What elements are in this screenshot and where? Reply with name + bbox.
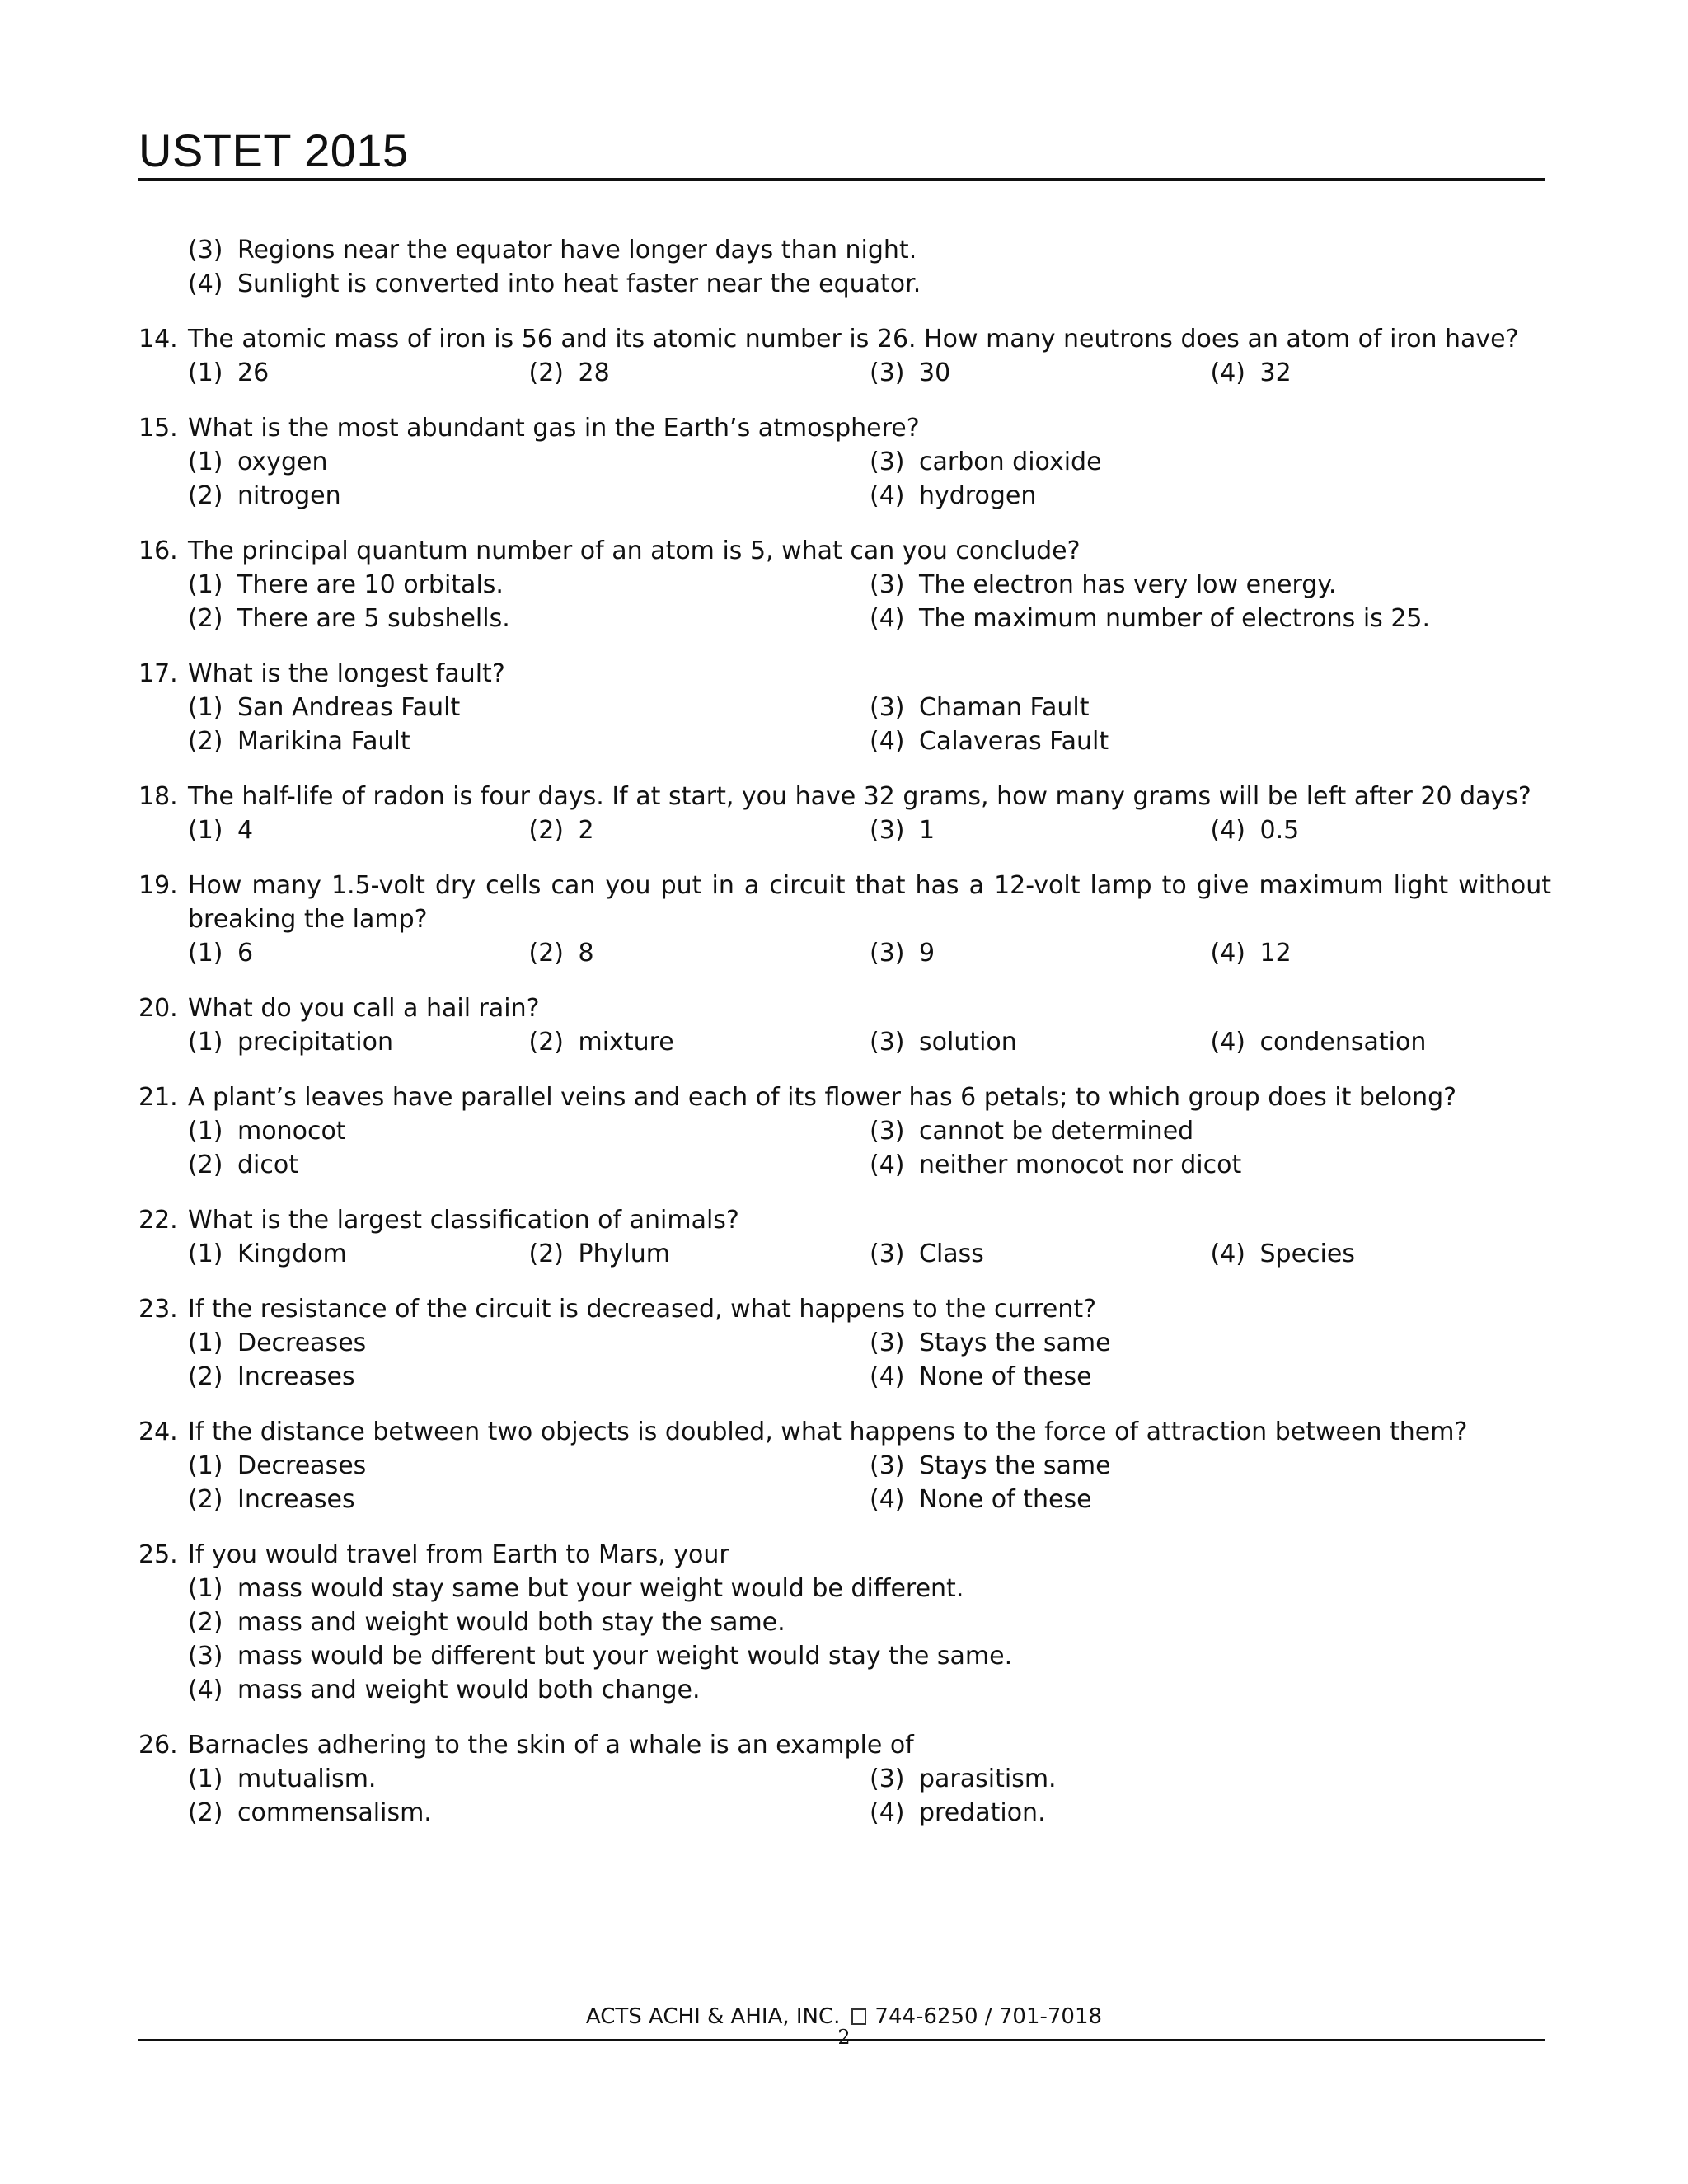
page-number: 2: [837, 2026, 851, 2049]
option-4: (4) None of these: [870, 1485, 1092, 1514]
header-rule: [138, 178, 1545, 181]
option-1: (1) 4: [188, 816, 254, 845]
question-23: [138, 1292, 1551, 1394]
question-text: How many 1.5-volt dry cells can you put in a circuit that has a 12-volt lamp to give maximum light without breaking the lamp?: [188, 871, 1551, 934]
option-4: (4) None of these: [870, 1362, 1092, 1391]
question-text: The atomic mass of iron is 56 and its atomic number is 26. How many neutrons does an atom of iron have?: [188, 325, 1519, 354]
option-3: (3) Stays the same: [870, 1329, 1111, 1357]
option-4: (4) 32: [1210, 359, 1292, 387]
question-text: If the resistance of the circuit is decreased, what happens to the current?: [188, 1295, 1097, 1324]
question-14: [138, 322, 1551, 390]
option-4: (4) The maximum number of electrons is 25.: [870, 604, 1431, 633]
option-list: [138, 233, 1551, 301]
question-number: 18.: [138, 782, 178, 811]
option-2: (2) There are 5 subshells.: [188, 604, 510, 633]
question-20: [138, 991, 1551, 1059]
question-18: [138, 780, 1551, 847]
question-19: [138, 869, 1551, 970]
question-number: 24.: [138, 1418, 178, 1446]
option-2: (2) commensalism.: [188, 1798, 432, 1827]
option-list: [138, 691, 1551, 758]
question-number: 20.: [138, 994, 178, 1023]
question-26: [138, 1728, 1551, 1830]
footer-company: ACTS ACHI & AHIA, INC.: [585, 2004, 841, 2029]
option-2: (2) Increases: [188, 1362, 355, 1391]
question-text: The half-life of radon is four days. If at start, you have 32 grams, how many grams will be left after 20 days?: [188, 782, 1531, 811]
option-2: (2) 28: [528, 359, 610, 387]
question-text: What is the largest classification of animals?: [188, 1206, 739, 1235]
option-4: (4) Species: [1210, 1240, 1355, 1268]
question-number: 19.: [138, 871, 178, 900]
option-3: (3) solution: [870, 1028, 1017, 1057]
question-text: What is the longest fault?: [188, 659, 505, 688]
option-3: (3) carbon dioxide: [870, 448, 1102, 476]
option-2: (2) Phylum: [528, 1240, 670, 1268]
option-4: (4) 0.5: [1210, 816, 1300, 845]
question-number: 26.: [138, 1731, 178, 1760]
option-3: (3) 1: [870, 816, 935, 845]
option-2: (2) Marikina Fault: [188, 727, 410, 756]
option-list: [138, 1114, 1551, 1182]
option-list: [138, 936, 1551, 970]
option-4: (4) Sunlight is converted into heat faster near the equator.: [188, 269, 921, 298]
option-4: (4) predation.: [870, 1798, 1046, 1827]
option-3: (3) Class: [870, 1240, 984, 1268]
question-number: 16.: [138, 537, 178, 565]
question-number: 22.: [138, 1206, 178, 1235]
question-15: [138, 411, 1551, 513]
option-3: (3) parasitism.: [870, 1765, 1057, 1793]
option-3: (3) cannot be determined: [870, 1117, 1194, 1146]
question-text: If the distance between two objects is doubled, what happens to the force of attraction between them?: [188, 1418, 1468, 1446]
question-text: A plant’s leaves have parallel veins and each of its flower has 6 petals; to which group does it belong?: [188, 1083, 1457, 1112]
question-22: [138, 1203, 1551, 1271]
question-24: [138, 1415, 1551, 1516]
option-list: [138, 356, 1551, 390]
option-list: [138, 1025, 1551, 1059]
option-3: (3) Chaman Fault: [870, 693, 1090, 722]
option-2: (2) nitrogen: [188, 481, 341, 510]
question-21: [138, 1080, 1551, 1182]
option-list: [138, 1326, 1551, 1394]
option-2: (2) dicot: [188, 1151, 298, 1179]
option-2: (2) mixture: [528, 1028, 674, 1057]
question-25: [138, 1538, 1551, 1707]
option-2: (2) Increases: [188, 1485, 355, 1514]
option-list: [138, 1449, 1551, 1516]
option-3: (3) 30: [870, 359, 951, 387]
phone-icon: [851, 2008, 866, 2025]
footer-phone: 744-6250 / 701-7018: [874, 2004, 1103, 2029]
option-3: (3) 9: [870, 939, 935, 968]
question-text: What is the most abundant gas in the Earth’s atmosphere?: [188, 414, 920, 443]
option-1: (1) There are 10 orbitals.: [188, 570, 504, 599]
question-17: [138, 657, 1551, 758]
questions-section: [138, 233, 1551, 1851]
option-list: [138, 1237, 1551, 1271]
question-number: 15.: [138, 414, 178, 443]
option-1: (1) mass would stay same but your weight would be different.: [188, 1574, 964, 1603]
option-1: (1) precipitation: [188, 1028, 393, 1057]
option-4: (4) condensation: [1210, 1028, 1427, 1057]
option-list: [138, 445, 1551, 513]
option-list: [138, 813, 1551, 847]
option-1: (1) Kingdom: [188, 1240, 347, 1268]
question-16: [138, 534, 1551, 635]
question-number: 21.: [138, 1083, 178, 1112]
option-list: [138, 1762, 1551, 1830]
option-2: (2) 2: [528, 816, 594, 845]
option-1: (1) San Andreas Fault: [188, 693, 461, 722]
question-text: Barnacles adhering to the skin of a whale is an example of: [188, 1731, 914, 1760]
option-1: (1) monocot: [188, 1117, 346, 1146]
option-4: (4) neither monocot nor dicot: [870, 1151, 1242, 1179]
option-1: (1) 26: [188, 359, 270, 387]
question-number: 25.: [138, 1540, 178, 1569]
option-list: [138, 1572, 1551, 1707]
option-4: (4) Calaveras Fault: [870, 727, 1109, 756]
question-text: If you would travel from Earth to Mars, your: [188, 1540, 729, 1569]
question-number: 17.: [138, 659, 178, 688]
option-3: (3) Regions near the equator have longer days than night.: [188, 236, 917, 265]
option-1: (1) 6: [188, 939, 254, 968]
continued-question: [138, 233, 1551, 301]
option-3: (3) The electron has very low energy.: [870, 570, 1337, 599]
option-1: (1) oxygen: [188, 448, 328, 476]
option-4: (4) mass and weight would both change.: [188, 1675, 701, 1704]
option-3: (3) Stays the same: [870, 1451, 1111, 1480]
option-4: (4) 12: [1210, 939, 1292, 968]
option-1: (1) Decreases: [188, 1329, 367, 1357]
question-text: The principal quantum number of an atom is 5, what can you conclude?: [188, 537, 1081, 565]
option-1: (1) Decreases: [188, 1451, 367, 1480]
option-3: (3) mass would be different but your weight would stay the same.: [188, 1642, 1013, 1671]
page-title: USTET 2015: [138, 124, 409, 176]
question-text: What do you call a hail rain?: [188, 994, 540, 1023]
option-2: (2) mass and weight would both stay the same.: [188, 1608, 785, 1637]
option-4: (4) hydrogen: [870, 481, 1037, 510]
option-2: (2) 8: [528, 939, 594, 968]
question-number: 23.: [138, 1295, 178, 1324]
question-number: 14.: [138, 325, 178, 354]
option-list: [138, 568, 1551, 635]
option-1: (1) mutualism.: [188, 1765, 377, 1793]
